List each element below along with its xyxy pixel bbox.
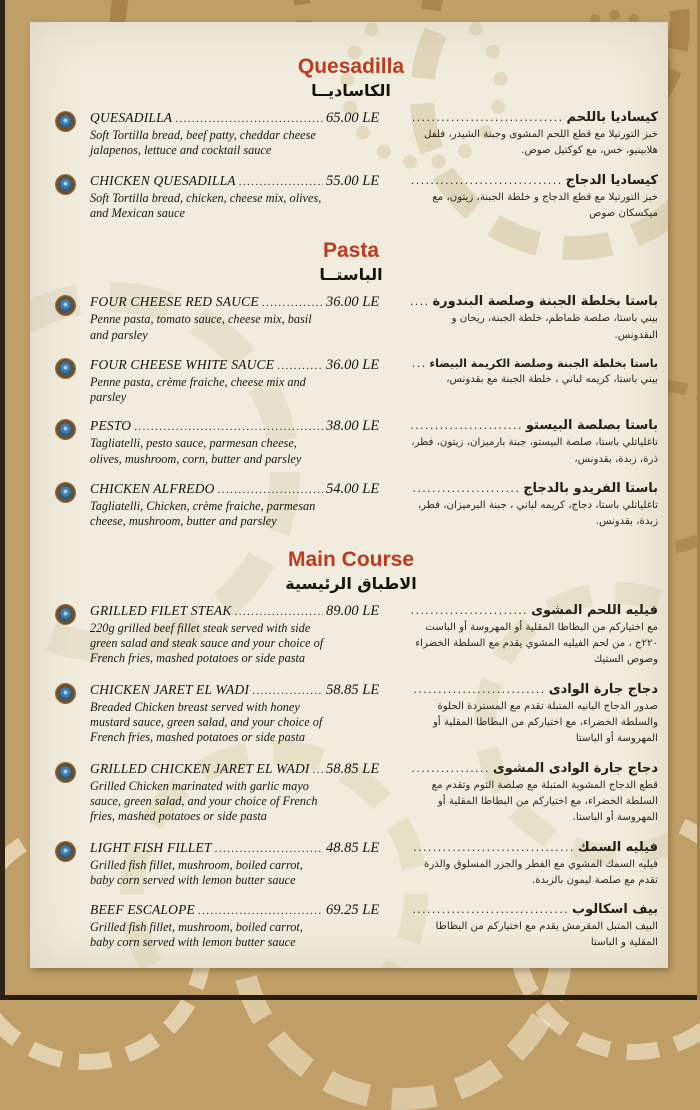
brand-badge-icon: [56, 175, 75, 194]
item-description-ar: خبز التورتيلا مع قطع الدجاج و خلطة الجبنة، زيتون، مع ميكسكان صوص: [432, 191, 658, 219]
icon-column: [44, 357, 90, 405]
menu-page: [30, 22, 668, 968]
dot-leader: [215, 843, 323, 855]
section-title-ar: الكاساديــا: [311, 81, 391, 101]
item-description-en: Breaded Chicken breast served with honey mustard sauce, green salad, and your choice of French fries, mashed potatoes or side pasta: [90, 699, 323, 745]
icon-column: [44, 294, 90, 344]
item-description-en: Tagliatelli, pesto sauce, parmesan cheese, olives, mushroom, corn, butter and parsley: [90, 436, 302, 466]
brand-badge-icon: [56, 605, 75, 624]
item-description-ar: تاغلياتلي باستا، صلصة البيستو، جبنة بارميزان، زيتون، فطر، ذرة، زبدة، بقدونس،: [411, 437, 658, 465]
arabic-column: [408, 294, 658, 344]
item-price: 58.85 LE: [326, 760, 380, 777]
english-column: [90, 173, 326, 223]
item-description-en: Grilled fish fillet, mushroom, boiled carrot, baby corn served with lemon butter sauce: [90, 857, 303, 887]
item-description-en: Tagliatelli, Chicken, crème fraiche, parmesan cheese, mushroom, butter and parsley: [90, 499, 316, 529]
brand-badge-icon: [56, 483, 75, 502]
dot-leader: [411, 111, 564, 124]
brand-badge-icon: [56, 842, 75, 861]
item-name-en: QUESADILLA: [90, 110, 173, 126]
english-column: [90, 840, 326, 890]
dot-leader: [411, 482, 520, 495]
item-name-en: GRILLED FILET STEAK: [90, 602, 232, 618]
dot-leader: [411, 841, 575, 854]
english-column: [90, 357, 326, 405]
item-description-en: Penne pasta, tomato sauce, cheese mix, basil and parsley: [90, 312, 312, 342]
menu-item-pesto: [44, 418, 658, 468]
icon-column: [44, 418, 90, 468]
item-name-ar: دجاج جارة الوادى: [548, 681, 658, 697]
dot-leader: [239, 176, 323, 188]
section-header-quesadilla: [44, 56, 658, 100]
item-description-ar: بيني باستا، صلصة طماطم، خلطة الجبنة، ريحان و البقدونس.: [451, 313, 658, 341]
brand-badge-icon: [56, 296, 75, 315]
brand-badge-icon: [56, 420, 75, 439]
section-title-en: Pasta: [322, 239, 380, 263]
item-description-ar: صدور الدجاج البانيه المتبلة تقدم مع المستردة الحلوة والسلطة الخضراء، مع اختياركم من البطاطا المقلية أو المهروسة أو الباستا: [432, 700, 658, 745]
item-name-ar: باستا بصلصة البيستو: [525, 418, 658, 434]
dot-leader: [277, 360, 323, 372]
item-name-en: GRILLED CHICKEN JARET EL WADI: [90, 760, 310, 776]
item-name-ar: كيساديا الدجاج: [565, 172, 658, 188]
dot-leader: [175, 113, 323, 125]
icon-column: [44, 603, 90, 669]
item-description-en: Soft Tortilla bread, chicken, cheese mix, olives, and Mexican sauce: [90, 190, 322, 220]
brand-badge-icon: [56, 359, 75, 378]
item-name-ar: باستا بخلطة الجبنة وصلصة الكريمة البيضاء: [429, 356, 658, 370]
arabic-column: [408, 682, 658, 748]
dot-leader: [235, 606, 323, 618]
item-price: 38.00 LE: [326, 418, 380, 435]
dot-leader: [411, 295, 430, 308]
item-name-en: BEEF ESCALOPE: [90, 902, 195, 918]
icon-column: [44, 110, 90, 160]
item-description-ar: مع اختياركم من البطاطا المقلية أو المهروسة أو الباست ٢٢٠ج ، من لحم الفيليه المشوي يقدم مع السلطة الخضراء وصوص الستيك: [415, 621, 658, 666]
english-column: [90, 902, 326, 952]
item-name-ar: كيساديا باللحم: [566, 110, 658, 126]
item-description-ar: البيف المتبل المقرمش يقدم مع اختياركم من البطاطا المقلية و الباستا: [435, 921, 658, 949]
dot-leader: [134, 421, 323, 433]
section-title-ar: الاطباق الرئيسية: [285, 573, 417, 593]
english-column: [90, 682, 326, 748]
item-price: 48.85 LE: [326, 839, 380, 856]
item-description-en: Penne pasta, crème fraiche, cheese mix and parsley: [90, 374, 306, 405]
item-name-en: FOUR CHEESE RED SAUCE: [90, 294, 259, 310]
item-name-en: LIGHT FISH FILLET: [90, 839, 212, 855]
icon-column: [44, 173, 90, 223]
item-price: 54.00 LE: [326, 481, 380, 498]
board-edge-left: [0, 0, 5, 1000]
item-description-en: Soft Tortilla bread, beef patty, cheddar cheese jalapenos, lettuce and cocktail sauce: [90, 128, 316, 158]
item-description-ar: قطع الدجاج المشوية المتبلة مع صلصة الثوم وتقدم مع السلطة الخضراء، مع اختياركم من البطاطا المقلية أو المهروسة أو الباستا.: [431, 779, 658, 824]
arabic-column: [408, 173, 658, 223]
menu-content: [30, 22, 668, 952]
english-column: [90, 294, 326, 344]
dot-leader: [262, 297, 323, 309]
item-description-ar: بيني باستا، كريمه لباني ، خلطة الجبنة مع بقدونس،: [446, 373, 658, 385]
english-column: [90, 603, 326, 669]
menu-item-beef-escalope: [44, 902, 658, 952]
brand-badge-icon: [56, 684, 75, 703]
item-price: 65.00 LE: [326, 110, 380, 127]
dot-leader: [411, 903, 569, 916]
item-description-en: Grilled fish fillet, mushroom, boiled carrot, baby corn served with lemon butter sauce: [90, 920, 303, 950]
icon-column: [44, 902, 90, 952]
english-column: [90, 418, 326, 468]
icon-column: [44, 761, 90, 827]
icon-column: [44, 481, 90, 531]
brand-badge-icon: [56, 112, 75, 131]
menu-item-grilled-filet-steak: [44, 603, 658, 669]
dot-leader: [411, 174, 563, 187]
item-name-ar: دجاج جارة الوادى المشوى: [492, 760, 658, 776]
item-description-en: Grilled Chicken marinated with garlic mayo sauce, green salad, and your choice of French fries, mashed potatoes or side pasta: [90, 778, 318, 824]
menu-item-quesadilla: [44, 110, 658, 160]
item-price: 69.25 LE: [326, 902, 380, 919]
arabic-column: [408, 481, 658, 531]
item-name-ar: فيليه اللحم المشوى: [531, 602, 658, 618]
arabic-column: [408, 902, 658, 952]
item-price: 36.00 LE: [326, 356, 380, 373]
menu-item-grilled-chicken-jaret-el-wadi: [44, 761, 658, 827]
dot-leader: [411, 604, 528, 617]
arabic-column: [408, 603, 658, 669]
item-description-ar: تاغلياتلي باستا، دجاج، كريمه لباني ، جبنة البرميزان، فطر، زبدة، بقدونس.: [417, 500, 658, 528]
item-price: 36.00 LE: [326, 294, 380, 311]
item-price: 58.85 LE: [326, 681, 380, 698]
menu-item-chicken-quesadilla: [44, 173, 658, 223]
item-price: 89.00 LE: [326, 602, 380, 619]
dot-leader: [313, 764, 323, 776]
english-column: [90, 110, 326, 160]
section-header-pasta: [44, 240, 658, 284]
brand-badge-icon: [56, 763, 75, 782]
item-name-en: CHICKEN ALFREDO: [90, 481, 215, 497]
dot-leader: [411, 683, 546, 696]
dot-leader: [198, 905, 323, 917]
section-title-en: Quesadilla: [297, 55, 405, 78]
section-title-ar: الباستــا: [319, 265, 383, 285]
item-name-en: FOUR CHEESE WHITE SAUCE: [90, 356, 275, 372]
icon-column: [44, 840, 90, 890]
item-price: 55.00 LE: [326, 172, 380, 189]
board-edge-bottom: [0, 995, 700, 1000]
dot-leader: [411, 419, 523, 432]
item-name-ar: باستا الفريدو بالدجاج: [523, 481, 658, 497]
item-name-ar: بيف اسكالوب: [572, 902, 658, 918]
icon-column: [44, 682, 90, 748]
dot-leader: [218, 484, 323, 496]
arabic-column: [408, 761, 658, 827]
menu-item-chicken-alfredo: [44, 481, 658, 531]
item-description-ar: فيليه السمك المشوي مع الفطر والجزر المسلوق والذرة تقدم مع صلصة ليمون بالزبدة.: [424, 858, 658, 886]
arabic-column: [408, 840, 658, 890]
english-column: [90, 481, 326, 531]
item-description-ar: خبز التورتيلا مع قطع اللحم المشوى وجبنة الشيدر، فلفل هلابينيو، خس، مع كوكتيل صوص.: [423, 129, 658, 157]
dot-leader: [411, 357, 426, 370]
item-name-en: CHICKEN JARET EL WADI: [90, 681, 250, 697]
arabic-column: [408, 357, 658, 405]
menu-item-four-cheese-red: [44, 294, 658, 344]
section-title-en: Main Course: [287, 547, 415, 571]
section-header-main-course: [44, 549, 658, 593]
dot-leader: [252, 685, 323, 697]
menu-item-four-cheese-white: [44, 357, 658, 405]
item-description-en: 220g grilled beef fillet steak served with side green salad and steak sauce and your choice of French fries, mashed potatoes or side pasta: [90, 620, 324, 666]
item-name-en: CHICKEN QUESADILLA: [90, 172, 236, 188]
english-column: [90, 761, 326, 827]
arabic-column: [408, 418, 658, 468]
arabic-column: [408, 110, 658, 160]
menu-item-chicken-jaret-el-wadi: [44, 682, 658, 748]
item-name-en: PESTO: [90, 418, 132, 434]
item-name-ar: فيليه السمك: [577, 839, 658, 855]
menu-item-light-fish-fillet: [44, 840, 658, 890]
dot-leader: [411, 762, 490, 775]
item-name-ar: باستا بخلطة الجبنة وصلصة البندورة: [432, 294, 658, 310]
